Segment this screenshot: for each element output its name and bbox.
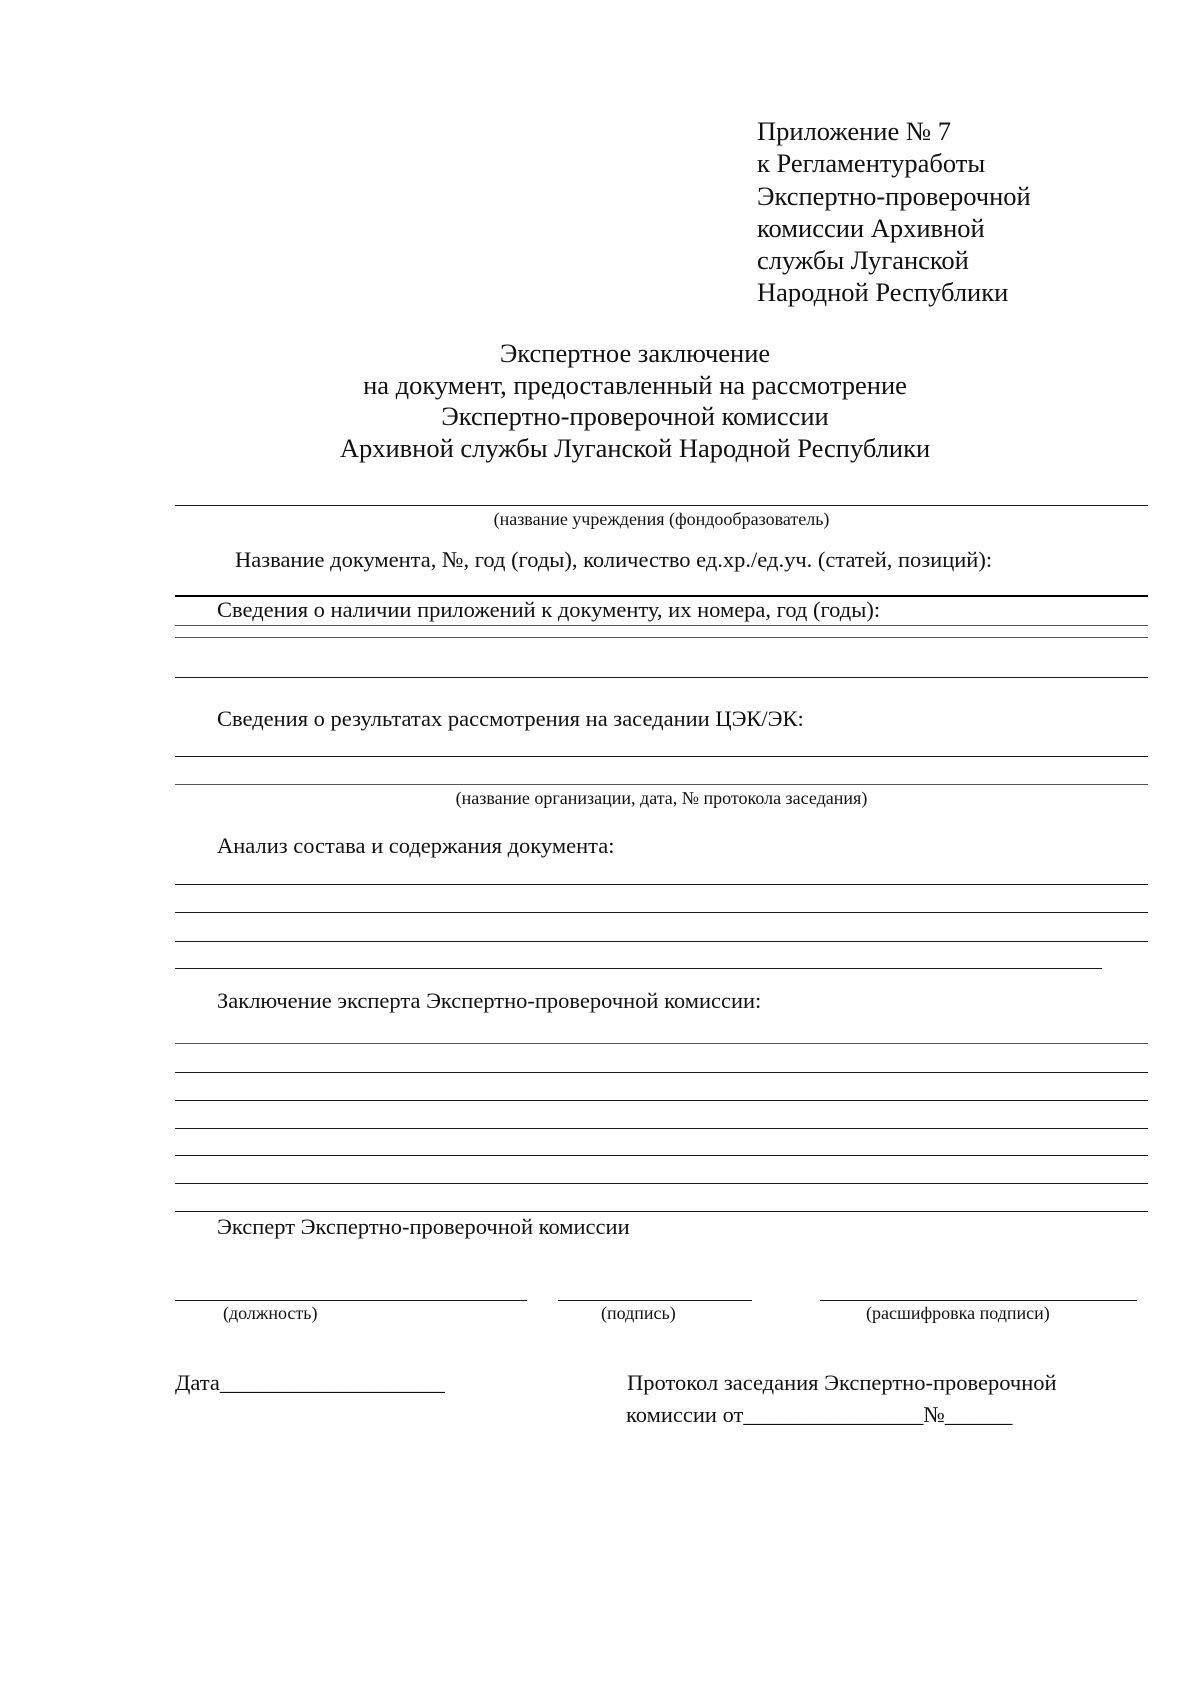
analysis-line — [175, 941, 1148, 942]
title-line: Экспертно-проверочной комиссии — [441, 401, 829, 432]
conclusion-line — [175, 1155, 1148, 1156]
title-line: Экспертное заключение — [499, 338, 771, 368]
appendix-header — [757, 115, 1157, 309]
organization-caption: (название организации, дата, № протокола заседания) — [455, 788, 868, 808]
decoding-line — [820, 1300, 1137, 1301]
attachments-label: Сведения о наличии приложений к документу, их номера, год (годы): — [217, 597, 881, 622]
document-name-label: Название документа, №, год (годы), количество ед.хр./ед.уч. (статей, позиций): — [235, 547, 993, 572]
conclusion-line — [175, 1072, 1148, 1073]
conclusion-line — [175, 1183, 1148, 1184]
appendix-line: службы Луганской — [757, 245, 969, 276]
attachments-line — [175, 637, 1148, 638]
analysis-line — [175, 912, 1148, 913]
date-tail: _ — [433, 1370, 445, 1395]
decoding-caption: (расшифровка подписи) — [866, 1303, 1050, 1323]
protocol-line-1: Протокол заседания Экспертно-проверочной — [627, 1370, 1057, 1395]
conclusion-line — [175, 1211, 1148, 1212]
appendix-line: к Регламентуработы — [757, 148, 986, 179]
attachments-line — [175, 625, 1148, 626]
protocol-line-2: комиссии от________________№______ — [626, 1402, 1013, 1427]
conclusion-line — [175, 1043, 1148, 1044]
analysis-line — [175, 968, 1102, 969]
appendix-line: Экспертно-проверочной — [757, 180, 1031, 211]
conclusion-label: Заключение эксперта Экспертно-проверочной комиссии: — [217, 988, 762, 1013]
appendix-line: Приложение № 7 — [757, 116, 952, 146]
institution-line — [175, 505, 1148, 506]
expert-label: Эксперт Экспертно-проверочной комиссии — [217, 1214, 630, 1239]
signature-caption: (подпись) — [601, 1303, 676, 1323]
conclusion-line — [175, 1128, 1148, 1129]
institution-caption: (название учреждения (фондообразователь) — [493, 509, 830, 529]
document-title — [175, 338, 1095, 464]
appendix-line: Народной Республики — [757, 277, 1009, 308]
analysis-label: Анализ состава и содержания документа: — [217, 833, 615, 858]
title-line: Архивной службы Луганской Народной Республики — [339, 432, 931, 463]
review-results-line — [175, 756, 1148, 757]
title-line: на документ, предоставленный на рассмотрение — [363, 369, 907, 400]
review-results-line — [175, 784, 1148, 785]
position-line — [175, 1300, 527, 1301]
signature-line — [558, 1300, 752, 1301]
review-results-label: Сведения о результатах рассмотрения на заседании ЦЭК/ЭК: — [217, 706, 804, 731]
appendix-line: комиссии Архивной — [757, 212, 985, 243]
date-label: Дата___________________ — [175, 1370, 434, 1395]
conclusion-line — [175, 1100, 1148, 1101]
position-caption: (должность) — [223, 1303, 318, 1323]
analysis-line — [175, 884, 1148, 885]
date-field — [175, 1370, 445, 1396]
attachments-line — [175, 677, 1148, 678]
